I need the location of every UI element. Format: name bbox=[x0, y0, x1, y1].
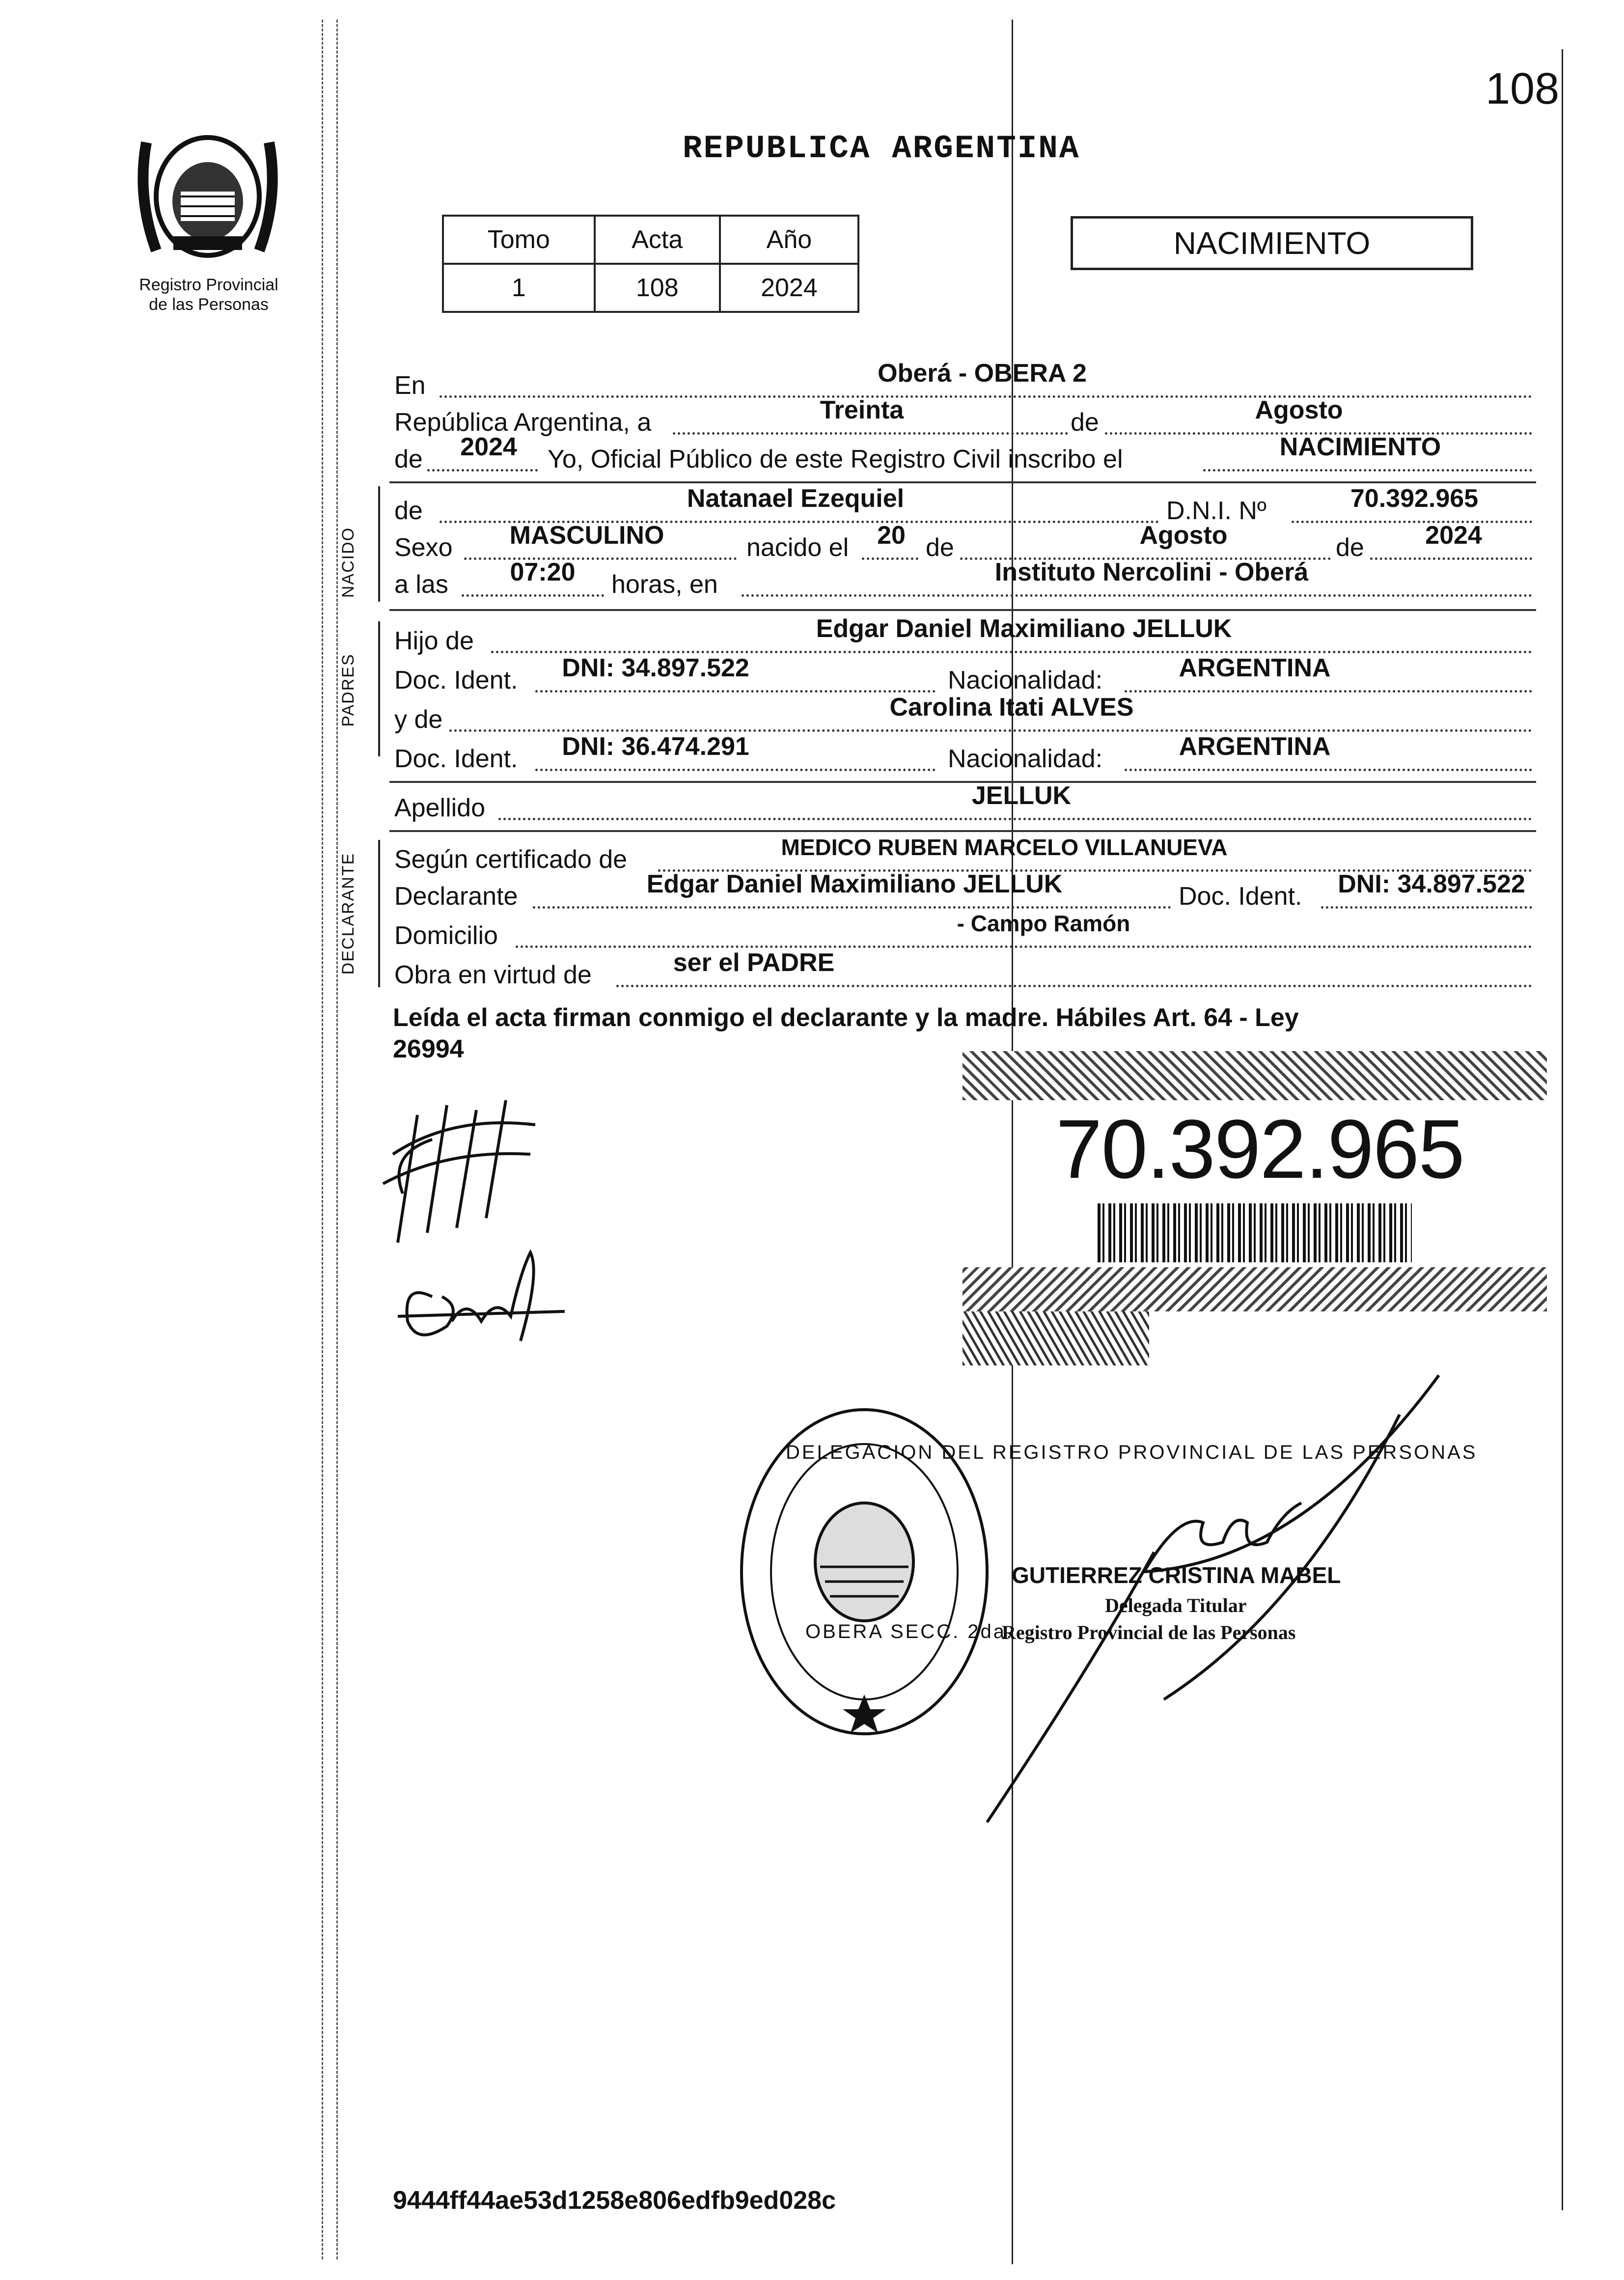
value-dni-madre: DNI: 36.474.291 bbox=[562, 732, 749, 761]
value-anio-inscripcion: 2024 bbox=[460, 433, 517, 461]
dotted-line bbox=[427, 469, 538, 472]
value-nacionalidad-madre: ARGENTINA bbox=[1179, 732, 1331, 761]
logo-caption bbox=[106, 275, 312, 314]
bracket-padres bbox=[378, 621, 380, 756]
dotted-line bbox=[440, 395, 1532, 398]
value-sexo: MASCULINO bbox=[509, 521, 664, 550]
country-title: REPUBLICA ARGENTINA bbox=[683, 130, 1080, 167]
official-office: Registro Provincial de las Personas bbox=[1002, 1621, 1296, 1643]
label-apellido: Apellido bbox=[394, 794, 486, 822]
label-de: de bbox=[394, 445, 423, 473]
value-dni-nacido: 70.392.965 bbox=[1350, 484, 1479, 513]
dotted-line bbox=[464, 557, 737, 560]
dotted-line bbox=[1292, 521, 1532, 523]
margin-dashed-line bbox=[322, 20, 323, 2259]
province-seal-logo bbox=[127, 123, 289, 270]
value-certificado: MEDICO RUBEN MARCELO VILLANUEVA bbox=[781, 834, 1228, 860]
security-guilloche-block bbox=[963, 1311, 1149, 1365]
fold-line bbox=[1012, 20, 1013, 2264]
table-header-anio: Año bbox=[720, 216, 858, 264]
label-republica: República Argentina, a bbox=[394, 408, 652, 437]
value-dni-padre: DNI: 34.897.522 bbox=[562, 654, 749, 682]
value-domicilio: - Campo Ramón bbox=[957, 911, 1130, 936]
table-value-tomo: 1 bbox=[443, 264, 595, 312]
dotted-line bbox=[742, 594, 1532, 597]
dotted-line bbox=[1125, 690, 1532, 693]
value-lugar-inscripcion: Oberá - OBERA 2 bbox=[878, 359, 1087, 388]
doc-type-box: NACIMIENTO bbox=[1071, 216, 1473, 270]
label-nacionalidad: Nacionalidad: bbox=[948, 666, 1103, 695]
label-domicilio: Domicilio bbox=[394, 921, 498, 950]
divider bbox=[389, 830, 1536, 832]
closing-line1: Leída el acta firman conmigo el declarante y la madre. Hábiles Art. 64 - Ley bbox=[393, 1003, 1299, 1032]
label-declarante: Declarante bbox=[394, 882, 518, 911]
value-mes-nacimiento: Agosto bbox=[1139, 521, 1228, 550]
value-declarante: Edgar Daniel Maximiliano JELLUK bbox=[646, 870, 1063, 898]
dotted-line bbox=[498, 818, 1532, 820]
dotted-line bbox=[535, 690, 936, 693]
text-oficial-publico: Yo, Oficial Público de este Registro Civil inscribo el bbox=[548, 445, 1123, 473]
value-nombre-madre: Carolina Itati ALVES bbox=[889, 693, 1134, 722]
label-de: de bbox=[1071, 408, 1099, 437]
value-lugar-nacimiento: Instituto Nercolini - Oberá bbox=[994, 558, 1309, 586]
value-nacionalidad-padre: ARGENTINA bbox=[1179, 654, 1331, 682]
document-hash: 9444ff44ae53d1258e806edfb9ed028c bbox=[393, 2186, 836, 2215]
value-nombre-nacido: Natanael Ezequiel bbox=[687, 484, 905, 513]
logo-caption-line1: Registro Provincial bbox=[139, 276, 278, 294]
label-nacido-el: nacido el bbox=[746, 533, 849, 562]
stamp-bottom-text: OBERA SECC. 2da. bbox=[805, 1621, 1014, 1642]
label-nacionalidad: Nacionalidad: bbox=[948, 745, 1103, 773]
security-guilloche-band-top bbox=[963, 1051, 1547, 1100]
dotted-line bbox=[462, 594, 604, 597]
divider bbox=[389, 781, 1536, 783]
dotted-line bbox=[1125, 769, 1532, 771]
label-sexo: Sexo bbox=[394, 533, 453, 562]
divider bbox=[389, 609, 1536, 611]
value-nombre-padre: Edgar Daniel Maximiliano JELLUK bbox=[816, 614, 1232, 643]
table-value-acta: 108 bbox=[595, 264, 720, 312]
label-en: En bbox=[394, 371, 426, 400]
dotted-line bbox=[1203, 469, 1532, 472]
value-hora-nacimiento: 07:20 bbox=[510, 558, 576, 586]
right-edge-line bbox=[1562, 49, 1563, 2210]
value-apellido: JELLUK bbox=[971, 781, 1072, 810]
label-segun-certificado: Según certificado de bbox=[394, 845, 628, 874]
value-mes-inscripcion: Agosto bbox=[1255, 396, 1343, 424]
security-guilloche-band-bottom bbox=[963, 1267, 1547, 1311]
dotted-line bbox=[673, 432, 1068, 435]
bracket-declarante bbox=[378, 840, 380, 987]
divider bbox=[389, 481, 1536, 483]
value-dia-nacimiento: 20 bbox=[877, 521, 906, 550]
dotted-line bbox=[862, 557, 918, 560]
page-number: 108 bbox=[1486, 64, 1560, 113]
label-doc-ident: Doc. Ident. bbox=[394, 745, 518, 773]
dni-large-number: 70.392.965 bbox=[1056, 1103, 1464, 1196]
table-header-tomo: Tomo bbox=[443, 216, 595, 264]
label-doc-ident: Doc. Ident. bbox=[1179, 882, 1302, 911]
label-de: de bbox=[1336, 533, 1364, 562]
side-label-padres: PADRES bbox=[339, 653, 358, 727]
label-horas-en: horas, en bbox=[611, 570, 718, 599]
label-hijo-de: Hijo de bbox=[394, 627, 474, 655]
dotted-line bbox=[1370, 557, 1532, 560]
official-role: Delegada Titular bbox=[1105, 1594, 1247, 1616]
official-name: GUTIERREZ CRISTINA MABEL bbox=[1012, 1562, 1341, 1588]
value-tipo-acta: NACIMIENTO bbox=[1279, 433, 1441, 461]
label-de: de bbox=[394, 497, 423, 525]
table-header-acta: Acta bbox=[595, 216, 720, 264]
signature-declarante bbox=[373, 1095, 560, 1252]
label-y-de: y de bbox=[394, 705, 443, 734]
label-obra-en-virtud: Obra en virtud de bbox=[394, 961, 592, 989]
signature-madre bbox=[388, 1243, 575, 1356]
bracket-nacido bbox=[378, 486, 380, 602]
margin-dashed-line-2 bbox=[336, 20, 338, 2259]
label-de: de bbox=[926, 533, 954, 562]
closing-line2: 26994 bbox=[393, 1035, 464, 1063]
side-label-nacido: NACIDO bbox=[339, 527, 358, 598]
barcode bbox=[1098, 1203, 1412, 1262]
value-dni-declarante: DNI: 34.897.522 bbox=[1338, 870, 1525, 898]
label-dni: D.N.I. Nº bbox=[1166, 497, 1266, 525]
registry-table bbox=[442, 215, 859, 313]
dotted-line bbox=[535, 769, 936, 771]
dotted-line bbox=[616, 985, 1532, 987]
stamp-ring-text: DELEGACION DEL REGISTRO PROVINCIAL DE LAS PERSONAS bbox=[786, 1442, 1478, 1463]
value-virtud: ser el PADRE bbox=[673, 948, 835, 977]
logo-caption-line2: de las Personas bbox=[149, 295, 269, 314]
dotted-line bbox=[516, 945, 1532, 948]
value-dia-inscripcion: Treinta bbox=[820, 396, 904, 424]
label-a-las: a las bbox=[394, 570, 448, 599]
table-value-anio: 2024 bbox=[720, 264, 858, 312]
dotted-line bbox=[1321, 906, 1532, 909]
side-label-declarante: DECLARANTE bbox=[339, 852, 358, 975]
label-doc-ident: Doc. Ident. bbox=[394, 666, 518, 695]
value-anio-nacimiento: 2024 bbox=[1425, 521, 1482, 550]
